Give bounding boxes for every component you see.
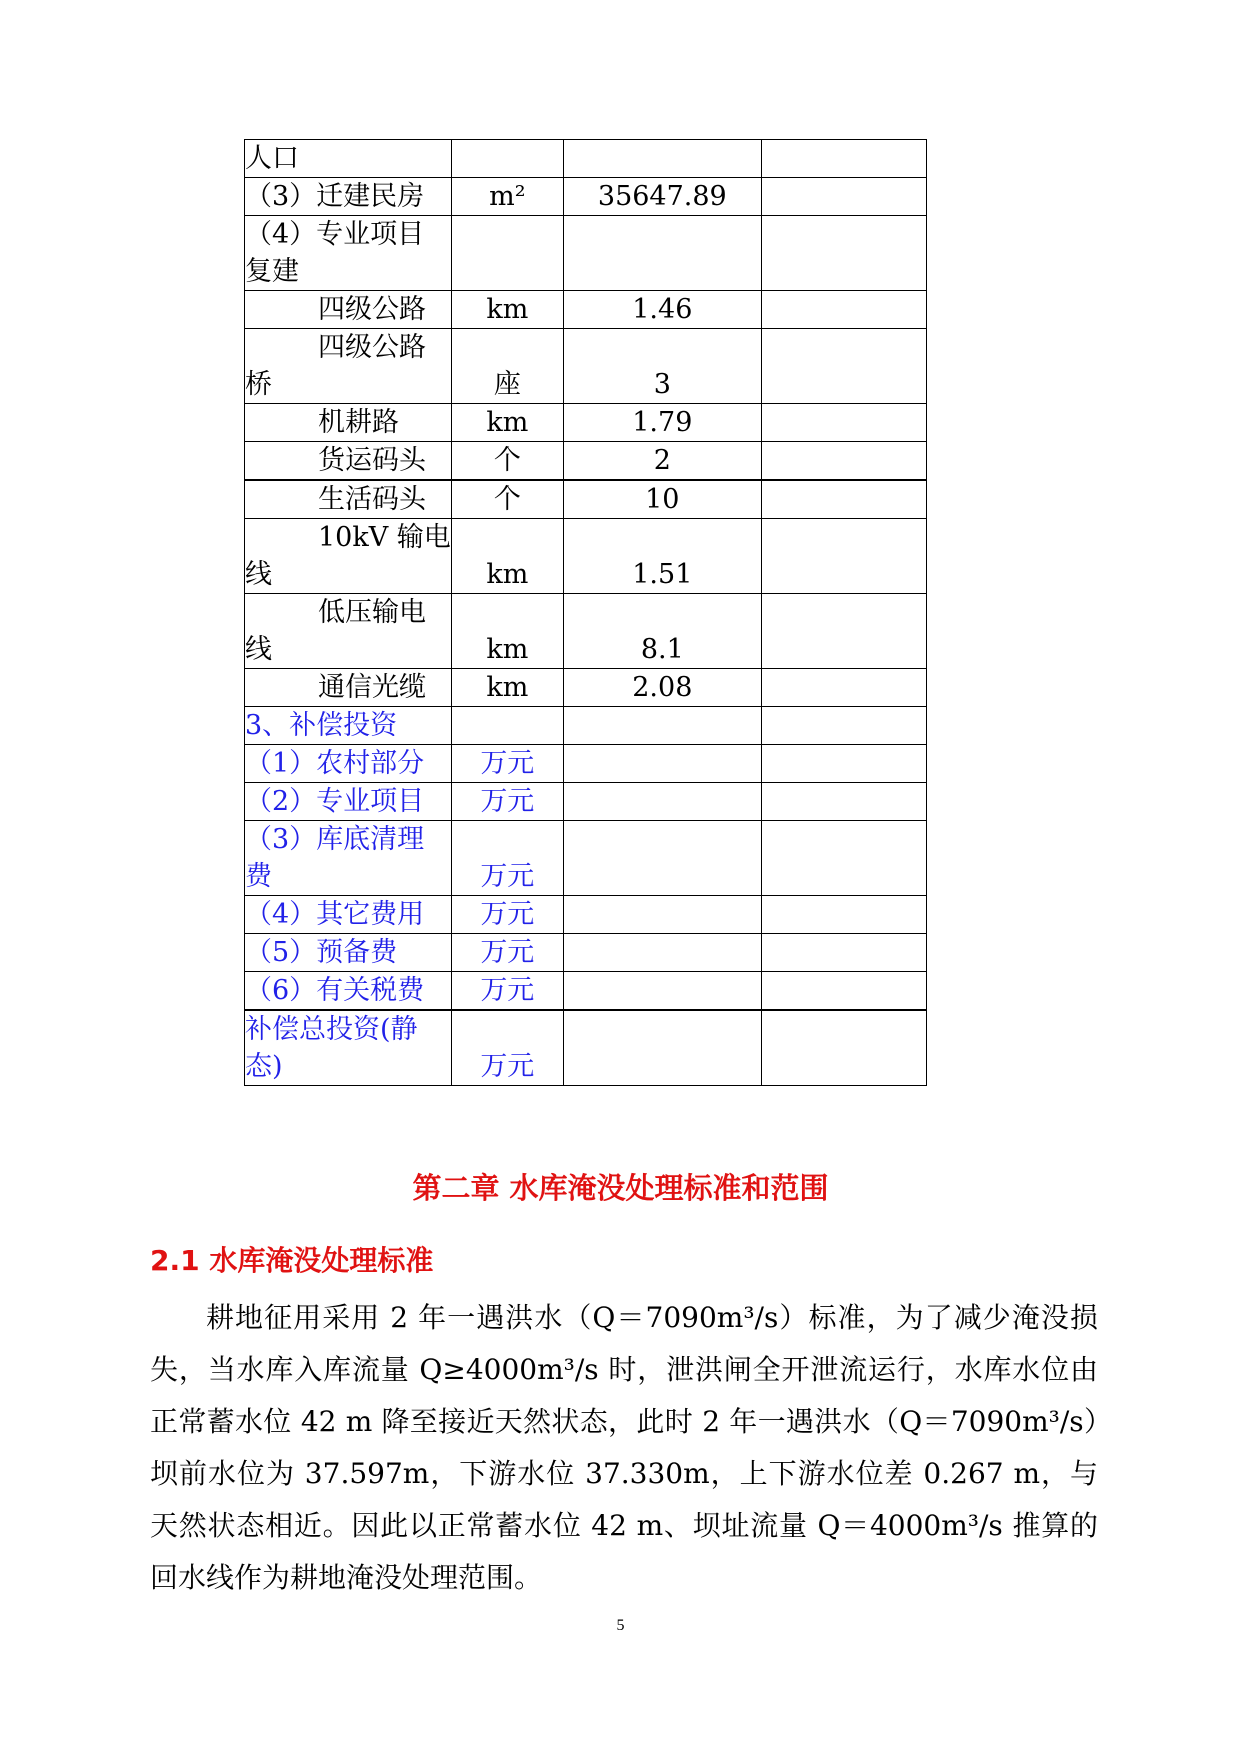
item-cell <box>245 519 452 594</box>
item-label-line1: （3）迁建民房 <box>245 181 425 212</box>
table-row <box>245 594 927 669</box>
table-row <box>245 896 927 934</box>
item-label-line1: 货运码头 <box>318 445 426 476</box>
remark-cell <box>761 1010 926 1086</box>
quantity-value: 2 <box>653 445 671 476</box>
remark-cell <box>761 707 926 745</box>
item-cell <box>245 404 452 442</box>
unit-value: km <box>486 559 529 590</box>
quantity-value: 10 <box>645 484 680 515</box>
remark-value <box>762 707 926 744</box>
remark-cell <box>761 480 926 519</box>
table-row <box>245 707 927 745</box>
quantity-value <box>564 934 761 971</box>
remark-cell <box>761 291 926 329</box>
remark-value <box>762 253 926 290</box>
table-row <box>245 404 927 442</box>
quantity-cell <box>563 745 761 783</box>
item-label-line2: 复建 <box>245 256 299 287</box>
remark-value <box>762 631 926 668</box>
remark-value <box>762 896 926 933</box>
unit-value: 万元 <box>480 861 535 892</box>
unit-cell <box>451 972 563 1011</box>
remark-cell <box>761 140 926 178</box>
quantity-cell <box>563 178 761 216</box>
quantity-cell <box>563 329 761 404</box>
remark-cell <box>761 404 926 442</box>
quantity-value: 1.51 <box>632 559 693 590</box>
remark-value <box>762 140 926 177</box>
quantity-cell <box>563 821 761 896</box>
remark-value <box>762 858 926 895</box>
item-label-line1: 人口 <box>245 143 299 174</box>
table-row <box>245 329 927 404</box>
unit-value <box>452 253 563 290</box>
quantity-value <box>564 253 761 290</box>
page-number: 5 <box>616 1617 625 1634</box>
quantity-cell <box>563 291 761 329</box>
item-cell <box>245 745 452 783</box>
table-row <box>245 745 927 783</box>
remark-cell <box>761 178 926 216</box>
table-row <box>245 972 927 1011</box>
quantity-value: 8.1 <box>640 634 684 665</box>
table-row <box>245 821 927 896</box>
table-row <box>245 783 927 821</box>
item-cell <box>245 329 452 404</box>
quantity-cell <box>563 216 761 291</box>
remark-value <box>762 178 926 215</box>
unit-cell <box>451 707 563 745</box>
unit-value: km <box>486 407 529 438</box>
body-paragraph: 耕地征用采用 2 年一遇洪水（Q＝7090m³/s）标准，为了减少淹没损失，当水库入库流量 Q≥4000m³/s 时，泄洪闸全开泄流运行，水库水位由正常蓄水位 42 m 降至接近天然状态，此时 2 年一遇洪水（Q＝7090m³/s）坝前水位为 37.597m，下游水位 37.330m，上下游水位差 0.267 m，与天然状态相近。因此以正常蓄水位 42 m、坝址流量 Q＝4000m³/s 推算的回水线作为耕地淹没处理范围。 <box>150 1301 1098 1594</box>
quantity-cell <box>563 934 761 972</box>
item-cell <box>245 821 452 896</box>
quantity-cell <box>563 896 761 934</box>
item-label-line1: （5）预备费 <box>245 937 398 968</box>
quantity-value: 1.46 <box>632 294 693 325</box>
quantity-cell <box>563 707 761 745</box>
unit-cell <box>451 896 563 934</box>
unit-cell <box>451 442 563 481</box>
unit-value: km <box>486 634 529 665</box>
table-row <box>245 669 927 707</box>
unit-cell <box>451 783 563 821</box>
item-cell <box>245 442 452 481</box>
table-row <box>245 1010 927 1086</box>
item-cell <box>245 216 452 291</box>
item-label-line2: 态) <box>245 1051 283 1082</box>
quantity-cell <box>563 669 761 707</box>
quantity-value: 3 <box>653 369 671 400</box>
quantity-value <box>564 745 761 782</box>
unit-cell <box>451 404 563 442</box>
unit-value: m² <box>489 181 526 212</box>
quantity-cell <box>563 480 761 519</box>
quantity-value: 35647.89 <box>597 181 727 212</box>
item-label-line1: 四级公路 <box>318 294 426 325</box>
item-cell <box>245 972 452 1011</box>
remark-cell <box>761 519 926 594</box>
unit-cell <box>451 291 563 329</box>
remark-value <box>762 556 926 593</box>
unit-value <box>452 140 563 177</box>
remark-cell <box>761 442 926 481</box>
quantity-value <box>564 1048 761 1085</box>
remark-cell <box>761 669 926 707</box>
item-label-line1: （6）有关税费 <box>245 975 425 1006</box>
table-row <box>245 480 927 519</box>
unit-cell <box>451 140 563 178</box>
item-cell <box>245 707 452 745</box>
remark-value <box>762 442 926 479</box>
remark-value <box>762 291 926 328</box>
remark-value <box>762 669 926 706</box>
table-row <box>245 934 927 972</box>
unit-cell <box>451 329 563 404</box>
remark-cell <box>761 896 926 934</box>
quantity-cell <box>563 442 761 481</box>
item-label-line1: （3）库底清理 <box>245 824 425 855</box>
remark-value <box>762 745 926 782</box>
item-cell <box>245 934 452 972</box>
item-label-line1: 机耕路 <box>318 407 399 438</box>
remark-value <box>762 404 926 441</box>
unit-cell <box>451 821 563 896</box>
unit-value: 万元 <box>480 937 535 968</box>
quantity-cell <box>563 519 761 594</box>
unit-cell <box>451 669 563 707</box>
item-cell <box>245 480 452 519</box>
item-cell <box>245 291 452 329</box>
remark-value <box>762 1048 926 1085</box>
table-row <box>245 216 927 291</box>
unit-cell <box>451 745 563 783</box>
item-label-line1: （1）农村部分 <box>245 748 425 779</box>
item-cell <box>245 594 452 669</box>
item-label-line1: （4）其它费用 <box>245 899 425 930</box>
table-row <box>245 519 927 594</box>
remark-value <box>762 481 926 518</box>
remark-cell <box>761 745 926 783</box>
unit-cell <box>451 934 563 972</box>
quantity-value <box>564 707 761 744</box>
remark-value <box>762 972 926 1009</box>
unit-cell <box>451 594 563 669</box>
table-row <box>245 442 927 481</box>
table-row <box>245 291 927 329</box>
item-cell <box>245 178 452 216</box>
item-label-line1: 通信光缆 <box>318 672 426 703</box>
quantity-cell <box>563 140 761 178</box>
quantity-cell <box>563 1010 761 1086</box>
quantity-cell <box>563 972 761 1011</box>
item-cell <box>245 783 452 821</box>
item-label-line2: 线 <box>245 634 272 665</box>
unit-cell <box>451 480 563 519</box>
unit-value: 万元 <box>480 748 535 779</box>
item-label-line1: 补偿总投资(静 <box>245 1014 418 1045</box>
item-label-line1: 10kV 输电 <box>318 522 451 553</box>
quantity-value: 2.08 <box>632 672 693 703</box>
item-cell <box>245 669 452 707</box>
table-row <box>245 140 927 178</box>
unit-value: 万元 <box>480 786 535 817</box>
unit-value: 个 <box>493 445 521 476</box>
remark-cell <box>761 594 926 669</box>
section-title: 2.1 水库淹没处理标准 <box>150 1244 434 1277</box>
item-label-line2: 费 <box>245 861 272 892</box>
item-label-line1: 四级公路 <box>318 332 426 363</box>
remark-cell <box>761 972 926 1011</box>
quantity-cell <box>563 404 761 442</box>
remark-cell <box>761 821 926 896</box>
unit-cell <box>451 216 563 291</box>
remark-value <box>762 934 926 971</box>
unit-cell <box>451 519 563 594</box>
remark-cell <box>761 216 926 291</box>
unit-value: km <box>486 672 529 703</box>
quantity-value <box>564 858 761 895</box>
unit-cell <box>451 178 563 216</box>
unit-value: 万元 <box>480 975 535 1006</box>
unit-value: 个 <box>493 484 521 515</box>
remark-value <box>762 366 926 403</box>
item-label-line1: 3、补偿投资 <box>245 710 398 741</box>
item-cell <box>245 140 452 178</box>
item-label-line2: 桥 <box>245 369 272 400</box>
remark-cell <box>761 934 926 972</box>
quantity-value: 1.79 <box>632 407 693 438</box>
item-label-line1: （4）专业项目 <box>245 219 425 250</box>
table-row <box>245 178 927 216</box>
remark-value <box>762 783 926 820</box>
remark-cell <box>761 329 926 404</box>
unit-cell <box>451 1010 563 1086</box>
data-table <box>244 139 927 1086</box>
unit-value: km <box>486 294 529 325</box>
quantity-value <box>564 140 761 177</box>
unit-value: 座 <box>493 369 521 400</box>
item-label-line2: 线 <box>245 559 272 590</box>
quantity-cell <box>563 594 761 669</box>
item-label-line1: 生活码头 <box>318 484 426 515</box>
unit-value <box>452 707 563 744</box>
item-cell <box>245 896 452 934</box>
unit-value: 万元 <box>480 1051 535 1082</box>
item-cell <box>245 1010 452 1086</box>
chapter-title: 第二章 水库淹没处理标准和范围 <box>412 1171 829 1205</box>
remark-cell <box>761 783 926 821</box>
quantity-value <box>564 783 761 820</box>
unit-value: 万元 <box>480 899 535 930</box>
item-label-line1: （2）专业项目 <box>245 786 425 817</box>
quantity-value <box>564 972 761 1009</box>
item-label-line1: 低压输电 <box>318 597 426 628</box>
quantity-value <box>564 896 761 933</box>
quantity-cell <box>563 783 761 821</box>
